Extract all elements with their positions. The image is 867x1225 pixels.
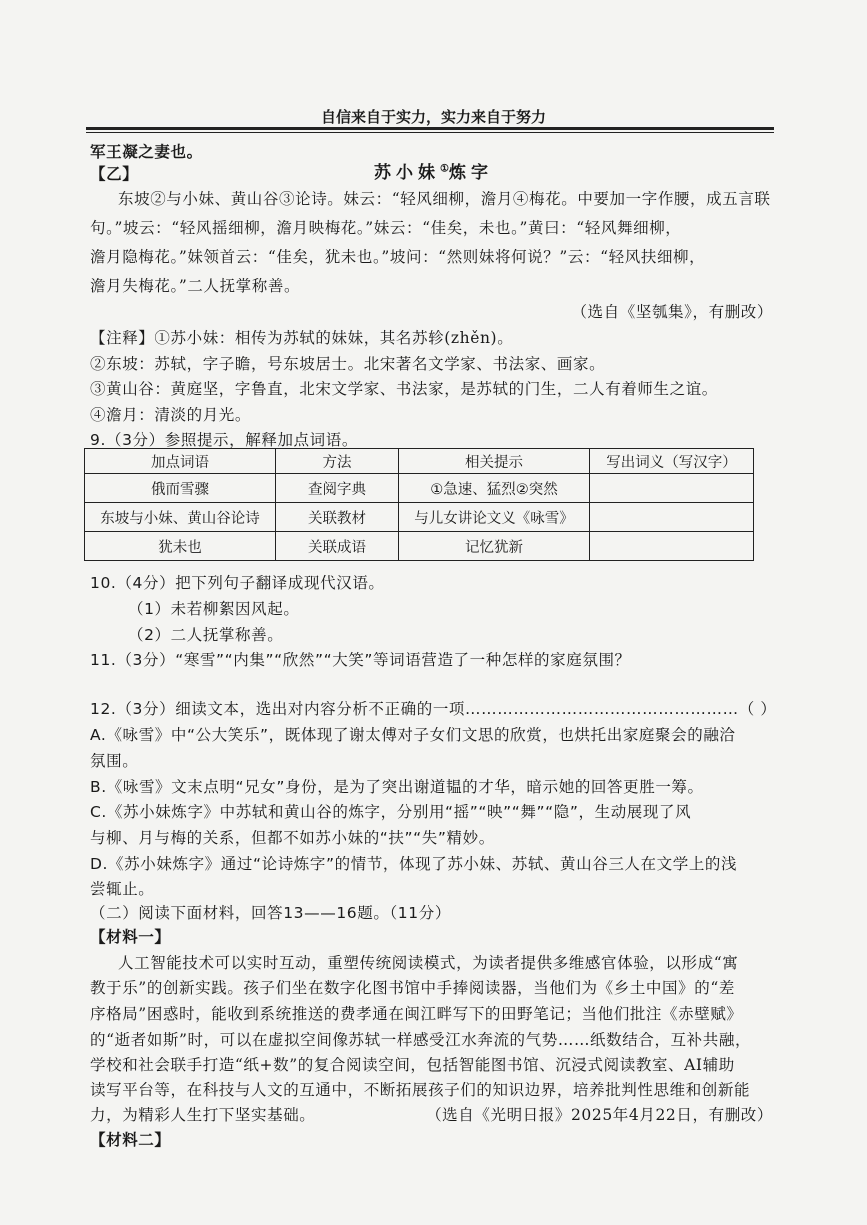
q12-option-line: 尝辄止。 — [90, 880, 155, 898]
q11-stem: 11.（3分）“寒雪”“内集”“欣然”“大笑”等词语营造了一种怎样的家庭氛围？ — [90, 651, 631, 669]
header-rule-thin — [86, 132, 774, 133]
material-1-line: 人工智能技术可以实时互动，重塑传统阅读模式，为读者提供多维感官体验，以形成“寓 — [118, 954, 739, 972]
table-cell: 俄而雪骤 — [85, 474, 276, 503]
q9-stem: 9.（3分）参照提示，解释加点词语。 — [90, 431, 358, 449]
section-2-heading: （二）阅读下面材料，回答13——16题。（11分） — [90, 904, 451, 922]
table-row — [85, 474, 754, 503]
table-header: 相关提示 — [399, 449, 590, 474]
passage-b-title — [0, 158, 867, 183]
table-cell: 关联成语 — [276, 532, 399, 561]
q12-option-line: A.《咏雪》中“公大笑乐”，既体现了谢太傅对子女们文思的欣赏，也烘托出家庭聚会的融洽 — [90, 726, 736, 744]
q9-table — [84, 448, 754, 561]
passage-b-line: 澹月隐梅花。”妹领首云：“佳矣，犹未也。”坡问：“然则妹将何说？”云：“轻风扶细柳， — [90, 248, 706, 266]
table-row — [85, 503, 754, 532]
answer-cell[interactable] — [590, 503, 754, 532]
note-line: 【注释】①苏小妹：相传为苏轼的妹妹，其名苏轸(zhěn)。 — [90, 329, 514, 347]
q12-option-line: C.《苏小妹炼字》中苏轼和黄山谷的炼字，分别用“摇”“映”“舞”“隐”，生动展现了风 — [90, 803, 692, 821]
answer-cell[interactable] — [590, 474, 754, 503]
material-1-line: 读写平台等，在科技与人文的互通中，不断拓展孩子们的知识边界，培养批判性思维和创新能 — [90, 1081, 751, 1099]
passage-b-title-text: 苏小妹 — [374, 163, 441, 183]
material-1-line: 的“逝者如斯”时，可以在虚拟空间像苏轼一样感受江水奔流的气势……纸数结合，互补共融， — [90, 1031, 752, 1049]
note-line: ③黄山谷：黄庭坚，字鲁直，北宋文学家、书法家，是苏轼的门生，二人有着师生之谊。 — [90, 380, 718, 398]
q12-option-line: B.《咏雪》文末点明“兄女”身份，是为了突出谢道韫的才华，暗示她的回答更胜一筹。 — [90, 778, 704, 796]
table-cell: 犹未也 — [85, 532, 276, 561]
material-1-tag: 【材料一】 — [90, 927, 171, 946]
table-header: 方法 — [276, 449, 399, 474]
material-1-line: 力，为精彩人生打下坚实基础。 — [90, 1106, 316, 1124]
material-2-tag: 【材料二】 — [90, 1130, 171, 1149]
q12-option-line: D.《苏小妹炼字》通过“论诗炼字”的情节，体现了苏小妹、苏轼、黄山谷三人在文学上的浅 — [90, 855, 738, 873]
note-line: ②东坡：苏轼，字子瞻，号东坡居士。北宋著名文学家、书法家、画家。 — [90, 355, 606, 373]
page-header-motto: 自信来自于实力，实力来自于努力 — [320, 108, 546, 126]
material-1-line: 教于乐”的创新实践。孩子们坐在数字化图书馆中手捧阅读器，当他们为《乡土中国》的“差 — [90, 979, 735, 997]
q12-option-line: 氛围。 — [90, 752, 139, 770]
material-1-source: （选自《光明日报》2025年4月22日，有删改） — [426, 1106, 773, 1124]
table-header: 写出词义（写汉字） — [590, 449, 754, 474]
q10-stem: 10.（4分）把下列句子翻译成现代汉语。 — [90, 574, 385, 592]
passage-b-line: 句。”坡云：“轻风摇细柳，澹月映梅花。”妹云：“佳矣，未也。”黄曰：“轻风舞细柳， — [90, 219, 682, 237]
note-line: ④澹月：清淡的月光。 — [90, 406, 252, 424]
table-cell: 关联教材 — [276, 503, 399, 532]
table-cell: 与儿女讲论文义《咏雪》 — [399, 503, 590, 532]
table-cell: 东坡与小妹、黄山谷论诗 — [85, 503, 276, 532]
material-1-line: 学校和社会联手打造“纸+数”的复合阅读空间，包括智能图书馆、沉浸式阅读教室、AI辅助 — [90, 1056, 735, 1074]
q10-item: （2）二人抚掌称善。 — [128, 626, 284, 644]
passage-b-source: （选自《坚瓠集》，有删改） — [571, 303, 773, 321]
table-header: 加点词语 — [85, 449, 276, 474]
q10-item: （1）未若柳絮因风起。 — [128, 600, 300, 618]
passage-b-tag: 【乙】 — [90, 164, 139, 183]
material-1-line: 序格局”困惑时，能收到系统推送的费孝通在闽江畔写下的田野笔记；当他们批注《赤壁赋》 — [90, 1005, 743, 1023]
table-row — [85, 532, 754, 561]
answer-cell[interactable] — [590, 532, 754, 561]
header-rule-thick — [86, 127, 774, 130]
table-cell: ①急速、猛烈②突然 — [399, 474, 590, 503]
table-cell: 记忆犹新 — [399, 532, 590, 561]
q12-stem: 12.（3分）细读文本，选出对内容分析不正确的一项……………………………………………（ ） — [90, 700, 777, 718]
table-cell: 查阅字典 — [276, 474, 399, 503]
q12-option-line: 与柳、月与梅的关系，但都不如苏小妹的“扶”“失”精妙。 — [90, 829, 495, 847]
passage-b-line: 东坡②与小妹、黄山谷③论诗。妹云：“轻风细柳，澹月④梅花。中要加一字作腰，成五言联 — [118, 190, 771, 208]
passage-b-title-tail: 炼字 — [448, 163, 493, 183]
passage-b-title-note: ① — [440, 163, 449, 175]
passage-b-line: 澹月失梅花。”二人抚掌称善。 — [90, 277, 301, 295]
table-header-row — [85, 449, 754, 474]
previous-passage-tail: 军王凝之妻也。 — [90, 142, 203, 161]
